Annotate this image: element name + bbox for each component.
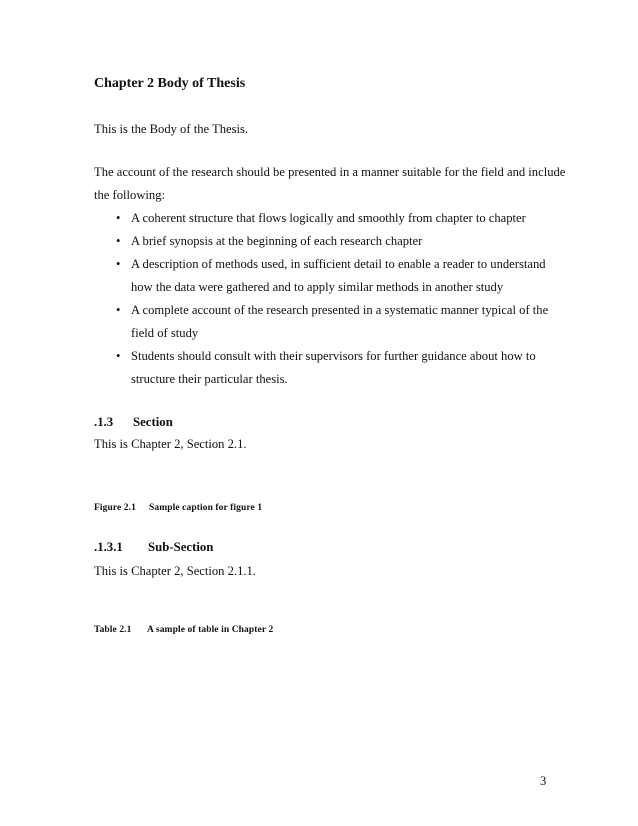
account-paragraph-line-1: The account of the research should be presented in a manner suitable for the field and include	[94, 165, 566, 179]
bullet-item-5-line-1: Students should consult with their supervisors for further guidance about how to	[131, 349, 536, 363]
bullet-item-2-line-1: A brief synopsis at the beginning of each research chapter	[131, 234, 423, 248]
page-number: 3	[540, 774, 547, 788]
table-caption-text: A sample of table in Chapter 2	[147, 625, 274, 635]
intro-paragraph: This is the Body of the Thesis.	[94, 122, 249, 136]
figure-caption-text: Sample caption for figure 1	[149, 503, 263, 513]
account-paragraph-line-2: the following:	[94, 188, 166, 202]
table-caption-label: Table 2.1	[94, 625, 132, 635]
bullet-item-4-line-1: A complete account of the research presented in a systematic manner typical of the	[131, 303, 549, 317]
bullet-marker: •	[116, 234, 121, 248]
section-number: .1.3	[94, 415, 114, 429]
bullet-marker: •	[116, 211, 121, 225]
subsection-number: .1.3.1	[94, 540, 123, 554]
bullet-marker: •	[116, 303, 121, 317]
bullet-item-3-line-2: how the data were gathered and to apply similar methods in another study	[131, 280, 504, 294]
figure-caption-label: Figure 2.1	[94, 503, 136, 513]
chapter-title: Chapter 2 Body of Thesis	[94, 76, 246, 91]
bullet-item-1-line-1: A coherent structure that flows logically and smoothly from chapter to chapter	[131, 211, 526, 225]
subsection-title: Sub-Section	[148, 540, 214, 554]
subsection-body: This is Chapter 2, Section 2.1.1.	[94, 564, 256, 578]
bullet-marker: •	[116, 349, 121, 363]
bullet-item-4-line-2: field of study	[131, 326, 199, 340]
bullet-marker: •	[116, 257, 121, 271]
bullet-item-3-line-1: A description of methods used, in sufficient detail to enable a reader to understand	[131, 257, 546, 271]
section-title: Section	[133, 415, 173, 429]
section-body: This is Chapter 2, Section 2.1.	[94, 437, 247, 451]
bullet-item-5-line-2: structure their particular thesis.	[131, 372, 288, 386]
